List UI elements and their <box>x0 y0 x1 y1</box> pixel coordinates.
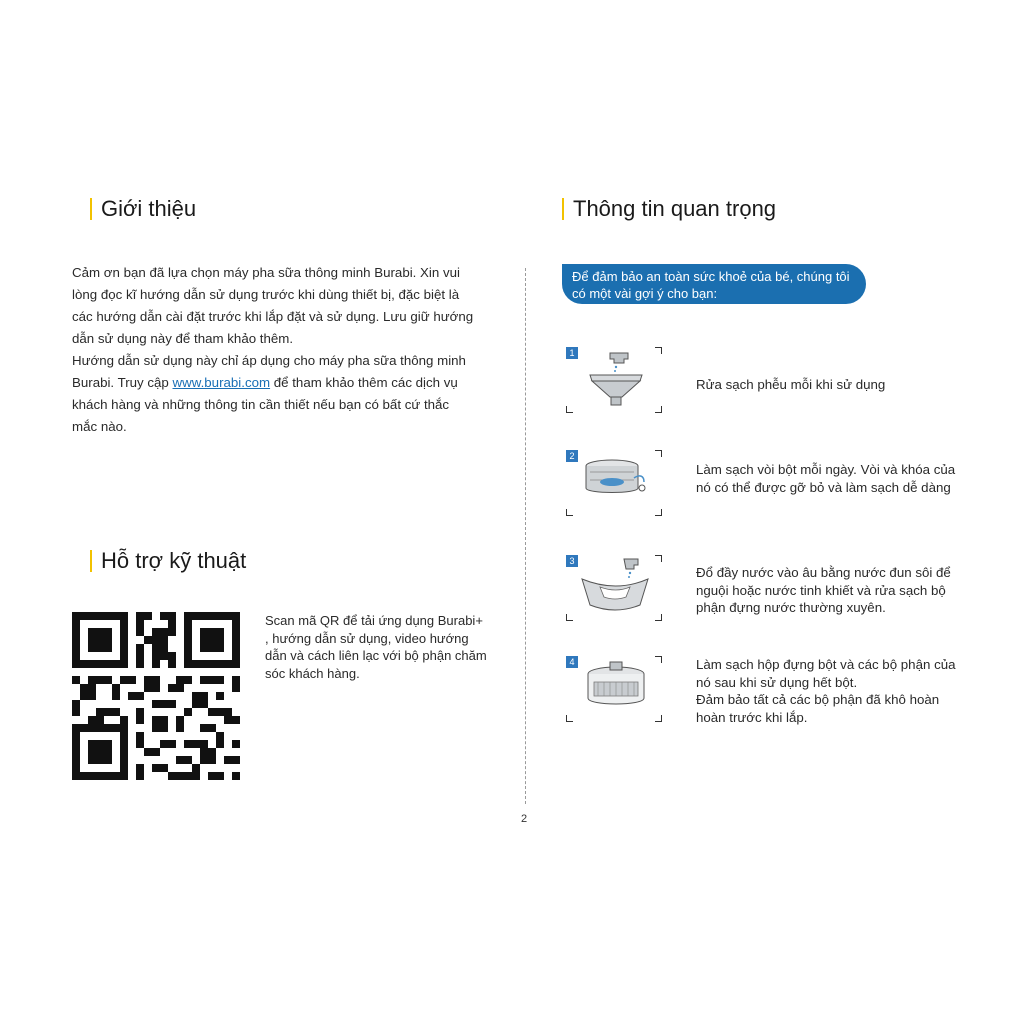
step-4-text: Làm sạch hộp đựng bột và các bộ phận của nó sau khi sử dụng hết bột. Đảm bảo tất cả các bộ phận đã khô hoàn hoàn trước khi lắp. <box>696 657 956 725</box>
intro-paragraph-2 <box>72 350 477 438</box>
page-divider <box>525 268 526 804</box>
intro-p2-before: Hướng dẫn sử dụng này chỉ áp dụng cho máy pha sữa thông minh Burabi. Truy cập <box>72 353 466 390</box>
step-number: 2 <box>566 450 578 462</box>
page-number: 2 <box>521 813 528 825</box>
heading-accent-bar <box>90 198 92 220</box>
powder-container-icon <box>580 658 650 720</box>
step-3-text: Đổ đầy nước vào âu bằng nước đun sôi để nguội hoặc nước tinh khiết và rửa sạch bộ phận đựng nước thường xuyên. <box>696 565 951 615</box>
support-heading <box>90 548 246 574</box>
heading-accent-bar <box>562 198 564 220</box>
important-heading <box>562 196 776 222</box>
support-heading-text: Hỗ trợ kỹ thuật <box>101 548 247 573</box>
step-2-illustration <box>566 450 662 516</box>
support-text: Scan mã QR để tải ứng dụng Burabi+ , hướng dẫn sử dụng, video hướng dẫn và cách liên lạc với bộ phận chăm sóc khách hàng. <box>265 613 487 681</box>
step-1-illustration <box>566 347 662 413</box>
qr-code[interactable] <box>72 612 240 780</box>
intro-p2-after: để tham khảo thêm các dịch vụ khách hàng và những thông tin cần thiết nếu bạn có bất cứ thắc mắc nào. <box>72 375 458 434</box>
funnel-icon <box>580 349 650 411</box>
step-2-text: Làm sạch vòi bột mỗi ngày. Vòi và khóa của nó có thể được gỡ bỏ và làm sạch dễ dàng <box>696 462 956 495</box>
heading-accent-bar <box>90 550 92 572</box>
intro-paragraph-1: Cảm ơn bạn đã lựa chọn máy pha sữa thông minh Burabi. Xin vui lòng đọc kĩ hướng dẫn sử dụng trước khi dùng thiết bị, đặc biệt là các hướng dẫn cài đặt trước khi lắp đặt và sử dụng. Lưu giữ hướng dẫn sử dụng này để tham khảo thêm. <box>72 265 474 346</box>
step-4-illustration <box>566 656 662 722</box>
important-heading-text: Thông tin quan trọng <box>573 196 777 221</box>
safety-callout: Để đảm bảo an toàn sức khoẻ của bé, chúng tôi có một vài gợi ý cho bạn: <box>562 264 866 304</box>
intro-heading-text: Giới thiệu <box>101 196 197 221</box>
intro-paragraph <box>72 262 477 438</box>
water-basin-icon <box>580 557 650 619</box>
step-number: 1 <box>566 347 578 359</box>
step-number: 3 <box>566 555 578 567</box>
intro-heading <box>90 196 196 222</box>
step-1-text: Rửa sạch phễu mỗi khi sử dụng <box>696 377 886 392</box>
step-number: 4 <box>566 656 578 668</box>
website-link[interactable]: www.burabi.com <box>172 375 271 390</box>
step-3-illustration <box>566 555 662 621</box>
powder-nozzle-icon <box>580 452 650 514</box>
